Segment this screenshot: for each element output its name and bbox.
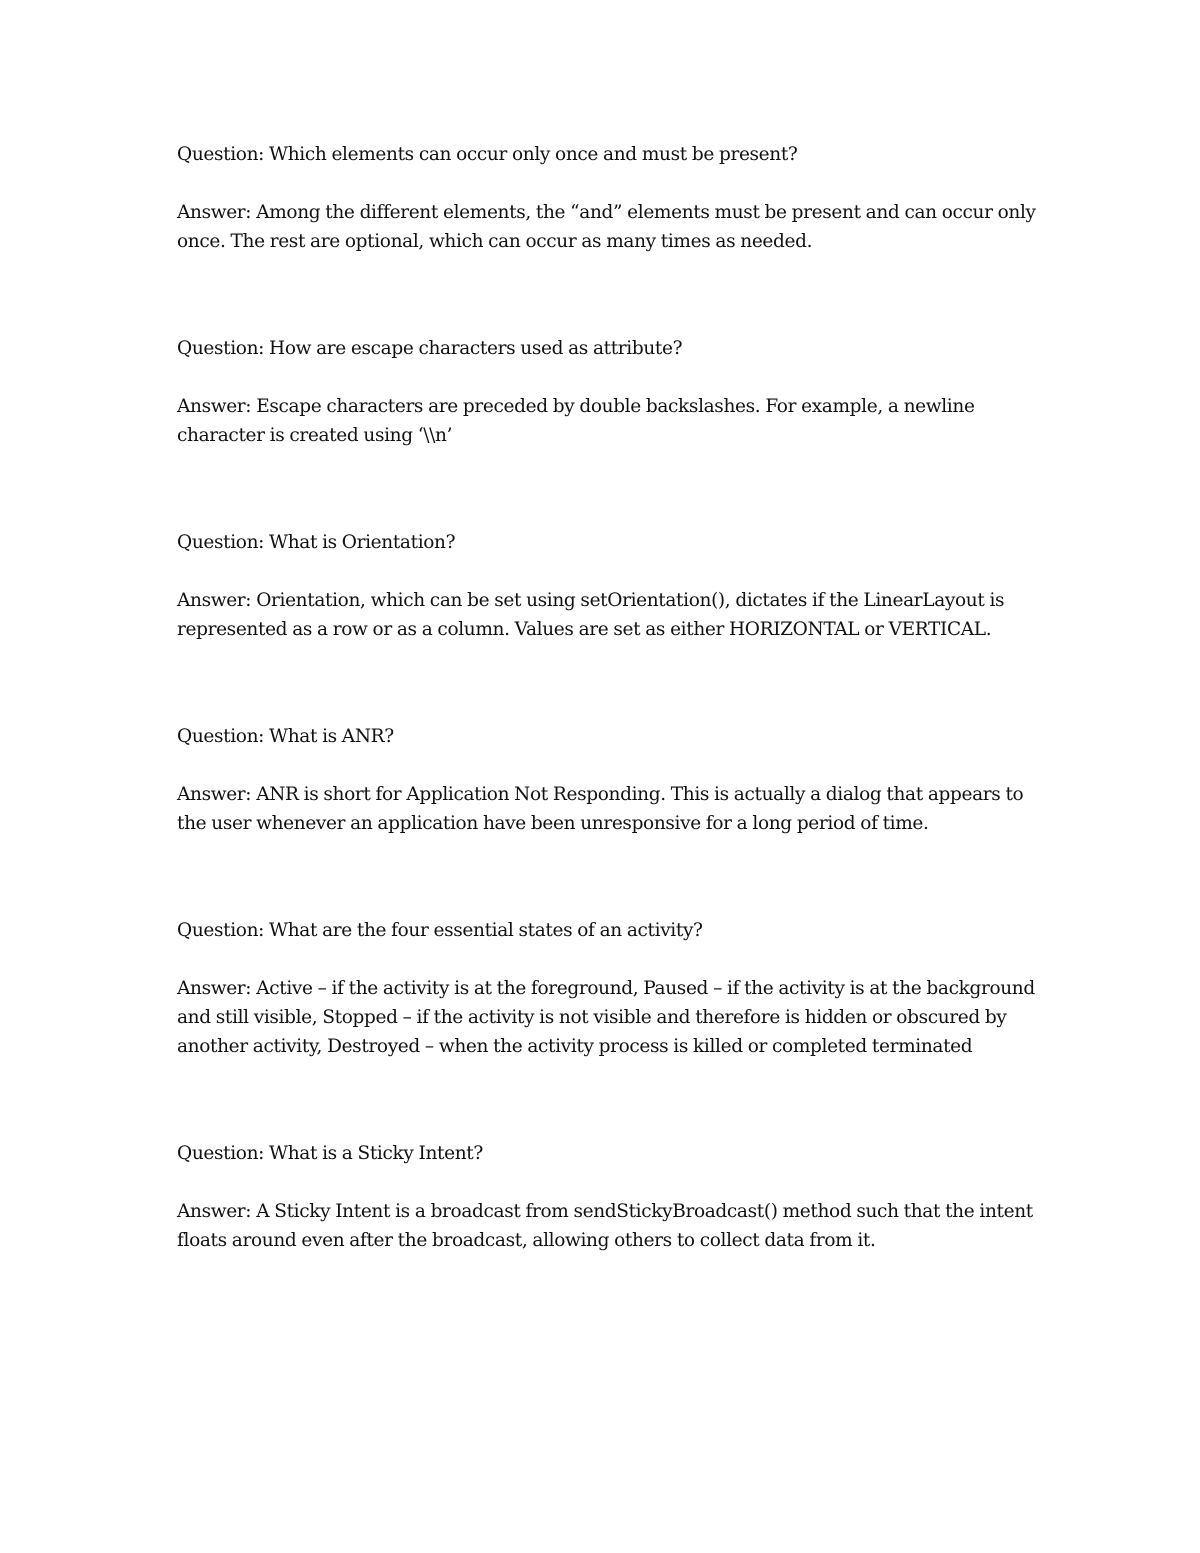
answer-text: Answer: Active – if the activity is at the foreground, Paused – if the activity is at the background and still visible, Stopped – if the activity is not visible and therefore is hidden or obscured by another activity, Destroyed – when the activity process is killed or completed terminated bbox=[177, 978, 1035, 1057]
document-body bbox=[177, 140, 1037, 1255]
question-text: Question: What is a Sticky Intent? bbox=[177, 1143, 483, 1164]
qa-item bbox=[177, 916, 1037, 1061]
qa-item bbox=[177, 528, 1037, 644]
answer-text: Answer: Orientation, which can be set using setOrientation(), dictates if the LinearLayout is represented as a row or as a column. Values are set as either HORIZONTAL or VERTICAL. bbox=[177, 590, 1005, 640]
answer-text: Answer: Escape characters are preceded by double backslashes. For example, a newline character is created using ‘\\n’ bbox=[177, 396, 975, 446]
question-text: Question: What are the four essential states of an activity? bbox=[177, 920, 703, 941]
question-text: Question: What is ANR? bbox=[177, 726, 394, 747]
question-text: Question: What is Orientation? bbox=[177, 532, 456, 553]
qa-item bbox=[177, 722, 1037, 838]
question-text: Question: Which elements can occur only once and must be present? bbox=[177, 144, 798, 165]
answer-text: Answer: ANR is short for Application Not Responding. This is actually a dialog that appears to the user whenever an application have been unresponsive for a long period of time. bbox=[177, 784, 1024, 834]
qa-item bbox=[177, 334, 1037, 450]
answer-text: Answer: Among the different elements, the “and” elements must be present and can occur only once. The rest are optional, which can occur as many times as needed. bbox=[177, 202, 1036, 252]
answer-text: Answer: A Sticky Intent is a broadcast from sendStickyBroadcast() method such that the intent floats around even after the broadcast, allowing others to collect data from it. bbox=[177, 1201, 1033, 1251]
qa-item bbox=[177, 140, 1037, 256]
qa-item bbox=[177, 1139, 1037, 1255]
question-text: Question: How are escape characters used as attribute? bbox=[177, 338, 683, 359]
